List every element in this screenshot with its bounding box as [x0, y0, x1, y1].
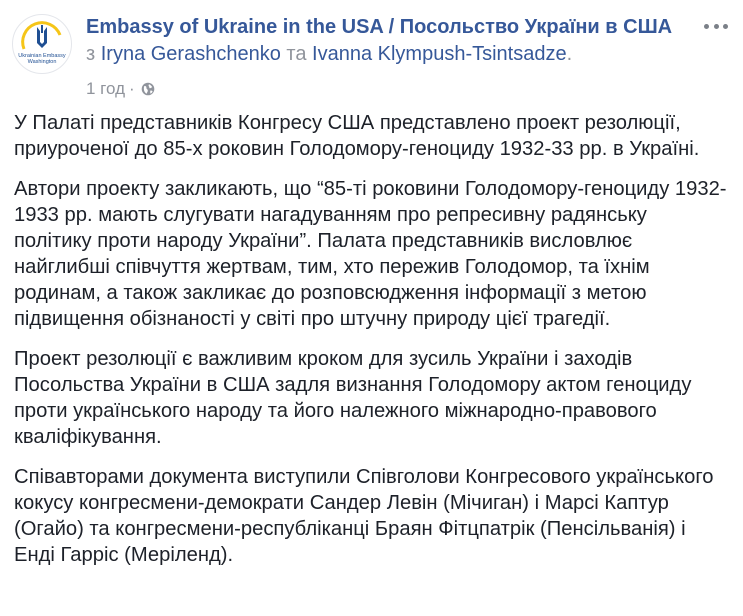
and-word: та — [286, 43, 307, 65]
avatar-text-line-1: Ukrainian Embassy — [18, 53, 66, 59]
post-paragraph: У Палаті представників Конгресу США представлено проект резолюції, приуроченої до 85-х роковин Голодомору-геноциду 1932-33 рр. в Україні. — [14, 112, 700, 160]
meta-separator: · — [129, 79, 135, 98]
more-dot-icon — [714, 24, 719, 29]
post-meta — [86, 78, 155, 100]
more-dot-icon — [704, 24, 709, 29]
post-timestamp[interactable]: 1 год — [86, 79, 126, 98]
with-word: з — [86, 43, 96, 65]
avatar-text-line-2: Washington — [27, 59, 57, 65]
page-avatar[interactable] — [12, 14, 72, 74]
post-paragraph: Співавторами документа виступили Співголови Конгресового українського кокусу конгресмени-демократи Сандер Левін (Мічиган) і Марсі Каптур (Огайо) та конгресмени-республіканці Браян Фітцпатрік (Пенсільванія) і Енді Гарріс (Меріленд). — [14, 466, 714, 566]
post-paragraph: Автори проекту закликають, що “85-ті роковини Голодомору-геноциду 1932-1933 рр. мають слугувати нагадуванням про репресивну радянську політику проти народу України”. Палата представників висловлює найглибші співчуття жертвам, тим, хто пережив Голодомор, та їхнім родинам, а також закликає до розповсюдження інформації з метою підвищення обізнаності у світі про штучну природу цієї трагедії. — [14, 178, 727, 330]
tagged-user-link-1[interactable]: Iryna Gerashchenko — [100, 43, 281, 65]
page-name-link[interactable]: Embassy of Ukraine in the USA / Посольство України в США — [86, 16, 673, 38]
post-paragraph: Проект резолюції є важливим кроком для зусиль України і заходів Посольства України в США задля визнання Голодомору актом геноциду проти українського народу та його належного міжнародно-правового кваліфікування. — [14, 348, 692, 448]
more-options-button[interactable] — [704, 16, 728, 36]
more-dot-icon — [723, 24, 728, 29]
post-headline — [86, 14, 686, 68]
end-punct: . — [566, 43, 573, 65]
globe-icon[interactable] — [141, 82, 155, 96]
tagged-user-link-2[interactable]: Ivanna Klympush-Tsintsadze — [312, 43, 567, 65]
post-header — [12, 12, 732, 104]
post-body — [14, 110, 729, 582]
